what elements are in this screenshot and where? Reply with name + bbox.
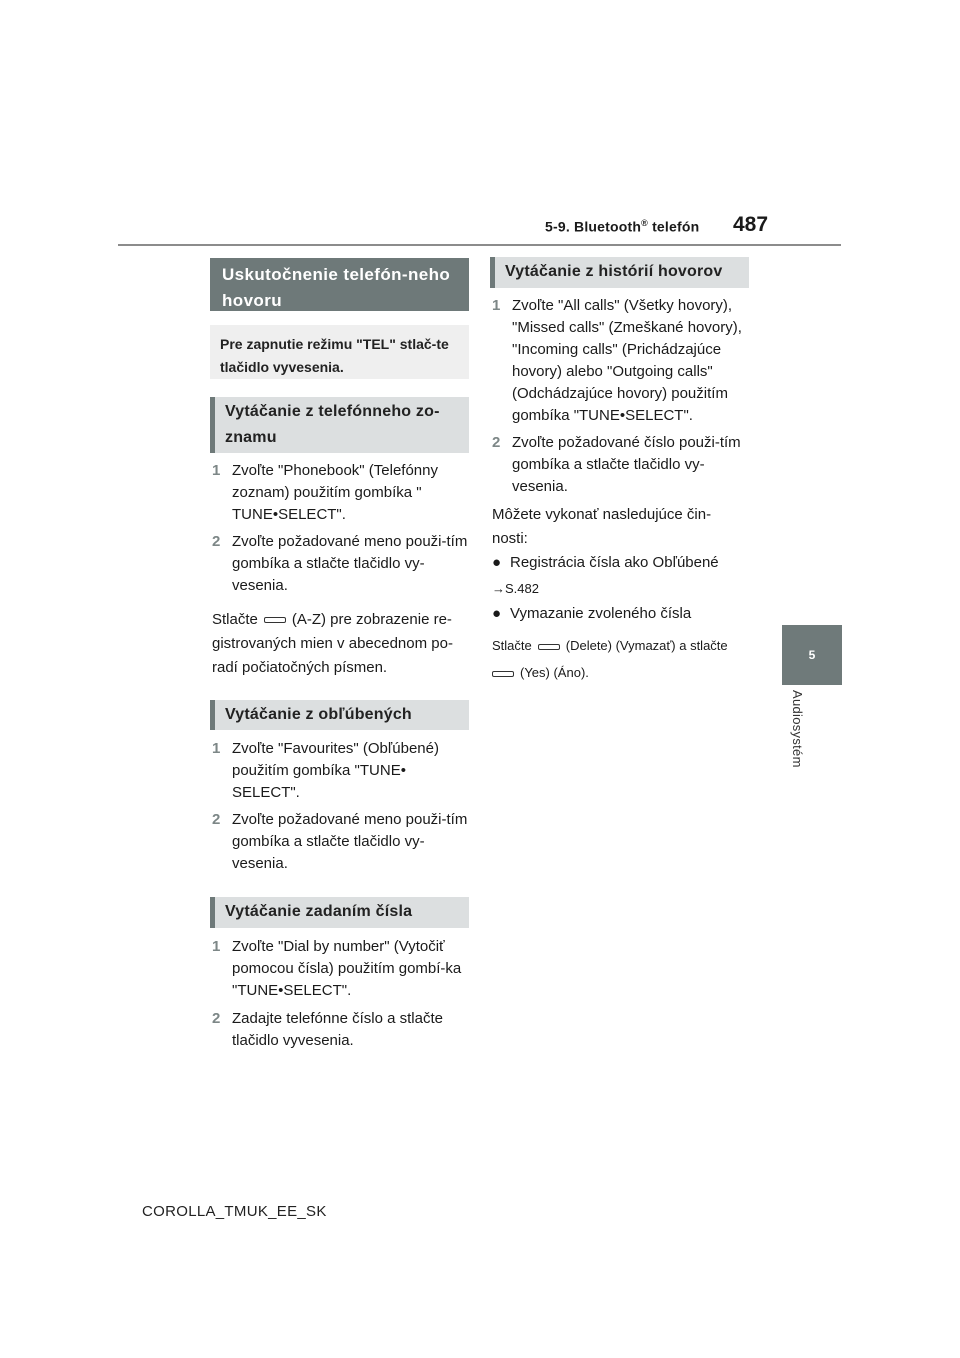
step-text: Zadajte telefónne číslo a stlačte tlačidlo vyvesenia. [232, 1010, 443, 1049]
dial-step-1 [212, 936, 470, 1002]
bullet-icon: ● [492, 554, 502, 571]
heading-call-history: Vytáčanie z histórií hovorov [490, 257, 749, 288]
step-number: 1 [212, 740, 221, 757]
history-step-1 [492, 295, 752, 427]
phonebook-step-2 [212, 531, 470, 597]
step-number: 2 [492, 434, 501, 451]
step-text: Zvoľte "Dial by number" (Vytočiť pomocou čísla) použitím gombí-ka "TUNE•SELECT". [232, 938, 462, 999]
confirm-instruction [492, 663, 762, 683]
registered-mark: ® [641, 218, 648, 228]
history-step-2 [492, 432, 752, 498]
step-text: Zvoľte "Phonebook" (Telefónny zoznam) použitím gombíka " TUNE•SELECT". [232, 462, 438, 523]
para-text-a: Stlačte [212, 611, 258, 628]
button-icon [538, 644, 560, 650]
heading-favourites: Vytáčanie z obľúbených [210, 700, 469, 730]
step-number: 1 [212, 462, 221, 479]
bullet-register-favourite [492, 552, 752, 574]
bullet-icon: ● [492, 605, 502, 622]
step-number: 1 [212, 938, 221, 955]
chapter-label: Audiosystém [790, 690, 805, 768]
section-title-text: 5-9. Bluetooth [545, 218, 642, 235]
favourites-step-2 [212, 809, 470, 875]
step-number: 2 [212, 811, 221, 828]
main-heading: Uskutočnenie telefón-neho hovoru [210, 258, 469, 311]
step-text: Zvoľte požadované meno použi-tím gombíka a stlačte tlačidlo vy-vesenia. [232, 533, 468, 594]
step-text: Zvoľte požadované meno použi-tím gombíka a stlačte tlačidlo vy-vesenia. [232, 811, 468, 872]
section-title-suffix: telefón [647, 218, 700, 235]
bullet-text: Vymazanie zvoleného čísla [510, 605, 692, 622]
instr-text-c: (Yes) (Áno). [520, 665, 589, 680]
step-number: 2 [212, 533, 221, 550]
button-icon [264, 617, 286, 623]
button-icon [492, 671, 514, 677]
bullet-delete-number [492, 603, 752, 625]
instr-text-a: Stlačte [492, 638, 532, 653]
info-note: Pre zapnutie režimu "TEL" stlač-te tlačidlo vyvesenia. [210, 325, 469, 379]
step-text: Zvoľte požadované číslo použi-tím gombíka a stlačte tlačidlo vy-vesenia. [512, 434, 741, 495]
instr-text-b: (Delete) (Vymazať) a stlačte [565, 638, 728, 653]
bullet-text: Registrácia čísla ako Obľúbené [510, 554, 719, 571]
section-title [545, 218, 699, 235]
heading-phonebook: Vytáčanie z telefónneho zo-znamu [210, 397, 469, 453]
delete-instruction [492, 636, 762, 656]
header-rule [118, 244, 841, 246]
phonebook-step-1 [212, 460, 470, 526]
step-number: 1 [492, 297, 501, 314]
phonebook-paragraph [212, 608, 470, 680]
favourites-step-1 [212, 738, 470, 804]
step-text: Zvoľte "Favourites" (Obľúbené) použitím gombíka "TUNE• SELECT". [232, 740, 439, 801]
document-code: COROLLA_TMUK_EE_SK [142, 1203, 327, 1220]
step-text: Zvoľte "All calls" (Všetky hovory), "Missed calls" (Zmeškané hovory), "Incoming calls" (Prichádzajúce hovory) alebo "Outgoing calls" (Odchádzajúce hovory) použitím gombíka "TUNE•SELECT". [512, 297, 742, 424]
history-paragraph: Môžete vykonať nasledujúce čin-nosti: [492, 506, 712, 547]
para-text-b: (A-Z) pre zobrazenie re-gistrovaných mien v abecednom po-radí počiatočných písmen. [212, 611, 453, 676]
heading-dial-number: Vytáčanie zadaním čísla [210, 897, 469, 928]
page-reference: →S.482 [492, 581, 539, 596]
dial-step-2 [212, 1008, 470, 1052]
step-number: 2 [212, 1010, 221, 1027]
page-number: 487 [733, 213, 769, 236]
chapter-tab: 5 [782, 625, 842, 685]
